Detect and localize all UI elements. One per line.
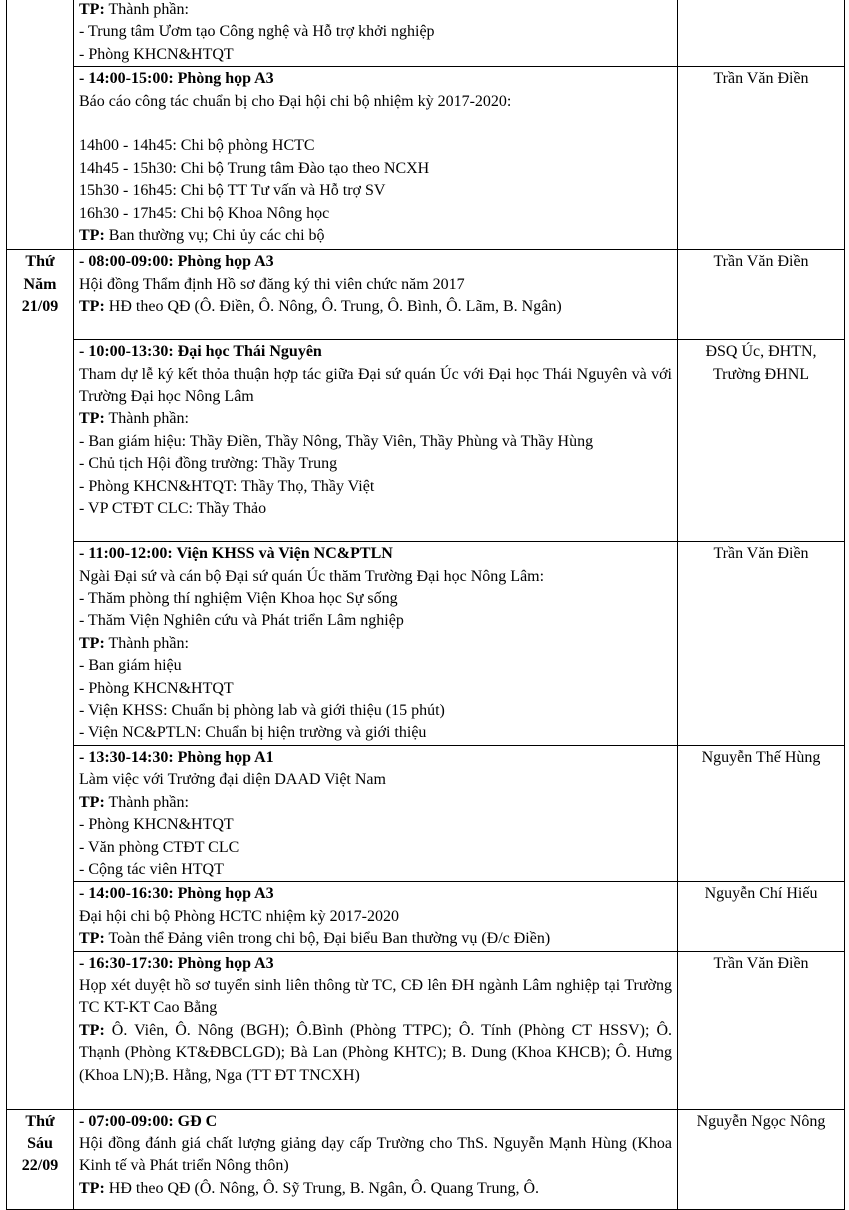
tp-text: Thành phần: <box>104 793 189 811</box>
tp-text: HĐ theo QĐ (Ô. Điền, Ô. Nông, Ô. Trung, Ô. Bình, Ô. Lãm, B. Ngân) <box>104 298 562 316</box>
schedule-table <box>6 0 845 1210</box>
tp-text: Toàn thể Đảng viên trong chi bộ, Đại biểu Ban thường vụ (Đ/c Điền) <box>104 930 551 948</box>
activity-line: - Phòng KHCN&HTQT <box>79 679 234 697</box>
activity-title: - 14:00-16:30: Phòng họp A3 <box>79 885 274 903</box>
host-cell: Trần Văn Điền <box>678 67 845 250</box>
tp-text: Thành phần: <box>104 634 189 652</box>
day-label: Thứ <box>25 253 55 271</box>
activity-line: - Phòng KHCN&HTQT <box>79 816 234 834</box>
activity-line: Ngài Đại sứ và cán bộ Đại sứ quán Úc thăm Trường Đại học Nông Lâm: <box>79 567 545 585</box>
activity-title: - 10:00-13:30: Đại học Thái Nguyên <box>79 343 322 361</box>
host-cell: Trần Văn Điền <box>678 542 845 746</box>
activity-line: - Văn phòng CTĐT CLC <box>79 838 240 856</box>
day-date: 22/09 <box>21 1157 59 1175</box>
activity-title: - 13:30-14:30: Phòng họp A1 <box>79 748 274 766</box>
table-row <box>7 1109 845 1209</box>
day-label: Năm <box>23 275 57 293</box>
tp-label: TP: <box>79 634 105 652</box>
day-label: Thứ <box>25 1112 55 1130</box>
table-row <box>7 250 845 340</box>
host-cell: Nguyễn Ngọc Nông <box>678 1109 845 1209</box>
activity-line: Họp xét duyệt hồ sơ tuyển sinh liên thông từ TC, CĐ lên ĐH ngành Lâm nghiệp tại Trường TC KT-KT Cao Bằng <box>79 976 672 1017</box>
activity-title: - 07:00-09:00: GĐ C <box>79 1112 218 1130</box>
table-row <box>7 951 845 1109</box>
activity-line: Thành phần: <box>108 1 189 18</box>
host-cell: Nguyễn Thế Hùng <box>678 745 845 881</box>
activity-cell <box>74 67 678 250</box>
activity-line: Hội đồng đánh giá chất lượng giảng dạy cấp Trường cho ThS. Nguyễn Mạnh Hùng (Khoa Kinh tế và Phát triển Nông thôn) <box>79 1134 672 1175</box>
day-cell <box>7 250 74 1109</box>
activity-line: Đại hội chi bộ Phòng HCTC nhiệm kỳ 2017-2020 <box>79 907 399 925</box>
table-row <box>7 542 845 746</box>
activity-cell <box>74 882 678 951</box>
activity-line: - Viện KHSS: Chuẩn bị phòng lab và giới thiệu (15 phút) <box>79 702 445 720</box>
activity-line: 16h30 - 17h45: Chi bộ Khoa Nông học <box>79 204 330 222</box>
day-cell-empty <box>7 0 74 250</box>
activity-line: - Thăm Viện Nghiên cứu và Phát triển Lâm nghiệp <box>79 612 404 630</box>
activity-cell <box>74 542 678 746</box>
tp-text: Ô. Viên, Ô. Nông (BGH); Ô.Bình (Phòng TTPC); Ô. Tính (Phòng CT HSSV); Ô. Thạnh (Phòng KT&ĐBCLGD); Bà Lan (Phòng KHTC); B. Dung (Khoa KHCB); Ô. Hưng (Khoa LN);B. Hằng, Nga (TT ĐT TNCXH) <box>79 1021 672 1084</box>
activity-line: - Chủ tịch Hội đồng trường: Thầy Trung <box>79 455 338 473</box>
tp-label: TP: <box>79 930 105 948</box>
tp-label: TP: <box>79 1021 105 1039</box>
table-row <box>7 0 845 67</box>
activity-title: - 14:00-15:00: Phòng họp A3 <box>79 70 274 88</box>
activity-line: - Viện NC&PTLN: Chuẩn bị hiện trường và giới thiệu <box>79 724 427 742</box>
tp-label: TP: <box>79 1 105 18</box>
tp-text: Ban thường vụ; Chi ủy các chi bộ <box>104 227 325 245</box>
activity-title: - 16:30-17:30: Phòng họp A3 <box>79 954 274 972</box>
host-cell: Trần Văn Điền <box>678 951 845 1109</box>
activity-line: - VP CTĐT CLC: Thầy Thảo <box>79 500 267 518</box>
host-cell: Nguyễn Chí Hiếu <box>678 882 845 951</box>
activity-line: - Trung tâm Ươm tạo Công nghệ và Hỗ trợ khởi nghiệp <box>79 23 435 41</box>
tp-label: TP: <box>79 227 105 245</box>
activity-cell <box>74 1109 678 1209</box>
host-cell: Trần Văn Điền <box>678 250 845 340</box>
tp-label: TP: <box>79 793 105 811</box>
activity-line: Hội đồng Thẩm định Hồ sơ đăng ký thi viên chức năm 2017 <box>79 275 465 293</box>
activity-title: - 08:00-09:00: Phòng họp A3 <box>79 253 274 271</box>
tp-label: TP: <box>79 298 105 316</box>
activity-line: - Cộng tác viên HTQT <box>79 860 224 878</box>
day-label: Sáu <box>27 1134 53 1152</box>
day-date: 21/09 <box>21 298 59 316</box>
activity-line: Tham dự lễ ký kết thỏa thuận hợp tác giữa Đại sứ quán Úc với Đại học Thái Nguyên và với Trường Đại học Nông Lâm <box>79 365 672 406</box>
tp-label: TP: <box>79 410 105 428</box>
activity-line: 14h45 - 15h30: Chi bộ Trung tâm Đào tạo theo NCXH <box>79 159 430 177</box>
activity-line: - Ban giám hiệu: Thầy Điền, Thầy Nông, Thầy Viên, Thầy Phùng và Thầy Hùng <box>79 432 594 450</box>
activity-cell <box>74 250 678 340</box>
activity-line: - Phòng KHCN&HTQT: Thầy Thọ, Thầy Việt <box>79 477 375 495</box>
table-row <box>7 882 845 951</box>
activity-cell <box>74 951 678 1109</box>
table-row <box>7 340 845 542</box>
table-row <box>7 745 845 881</box>
host-cell <box>678 0 845 67</box>
activity-cell <box>74 745 678 881</box>
activity-line: 15h30 - 16h45: Chi bộ TT Tư vấn và Hỗ trợ SV <box>79 182 386 200</box>
tp-text: HĐ theo QĐ (Ô. Nông, Ô. Sỹ Trung, B. Ngân, Ô. Quang Trung, Ô. <box>104 1179 540 1197</box>
activity-line: Báo cáo công tác chuẩn bị cho Đại hội chi bộ nhiệm kỳ 2017-2020: <box>79 92 512 110</box>
activity-line: - Thăm phòng thí nghiệm Viện Khoa học Sự sống <box>79 590 398 608</box>
activity-cell <box>74 340 678 542</box>
activity-line <box>79 113 672 135</box>
activity-title: - 11:00-12:00: Viện KHSS và Viện NC&PTLN <box>79 545 393 563</box>
activity-line: Làm việc với Trưởng đại diện DAAD Việt Nam <box>79 771 386 789</box>
host-cell: ĐSQ Úc, ĐHTN, Trường ĐHNL <box>678 340 845 542</box>
tp-text: Thành phần: <box>104 410 189 428</box>
activity-cell <box>74 0 678 67</box>
activity-line: - Ban giám hiệu <box>79 657 182 675</box>
day-cell <box>7 1109 74 1209</box>
activity-line: 14h00 - 14h45: Chi bộ phòng HCTC <box>79 137 315 155</box>
table-row <box>7 67 845 250</box>
tp-label: TP: <box>79 1179 105 1197</box>
activity-line: - Phòng KHCN&HTQT <box>79 45 234 63</box>
